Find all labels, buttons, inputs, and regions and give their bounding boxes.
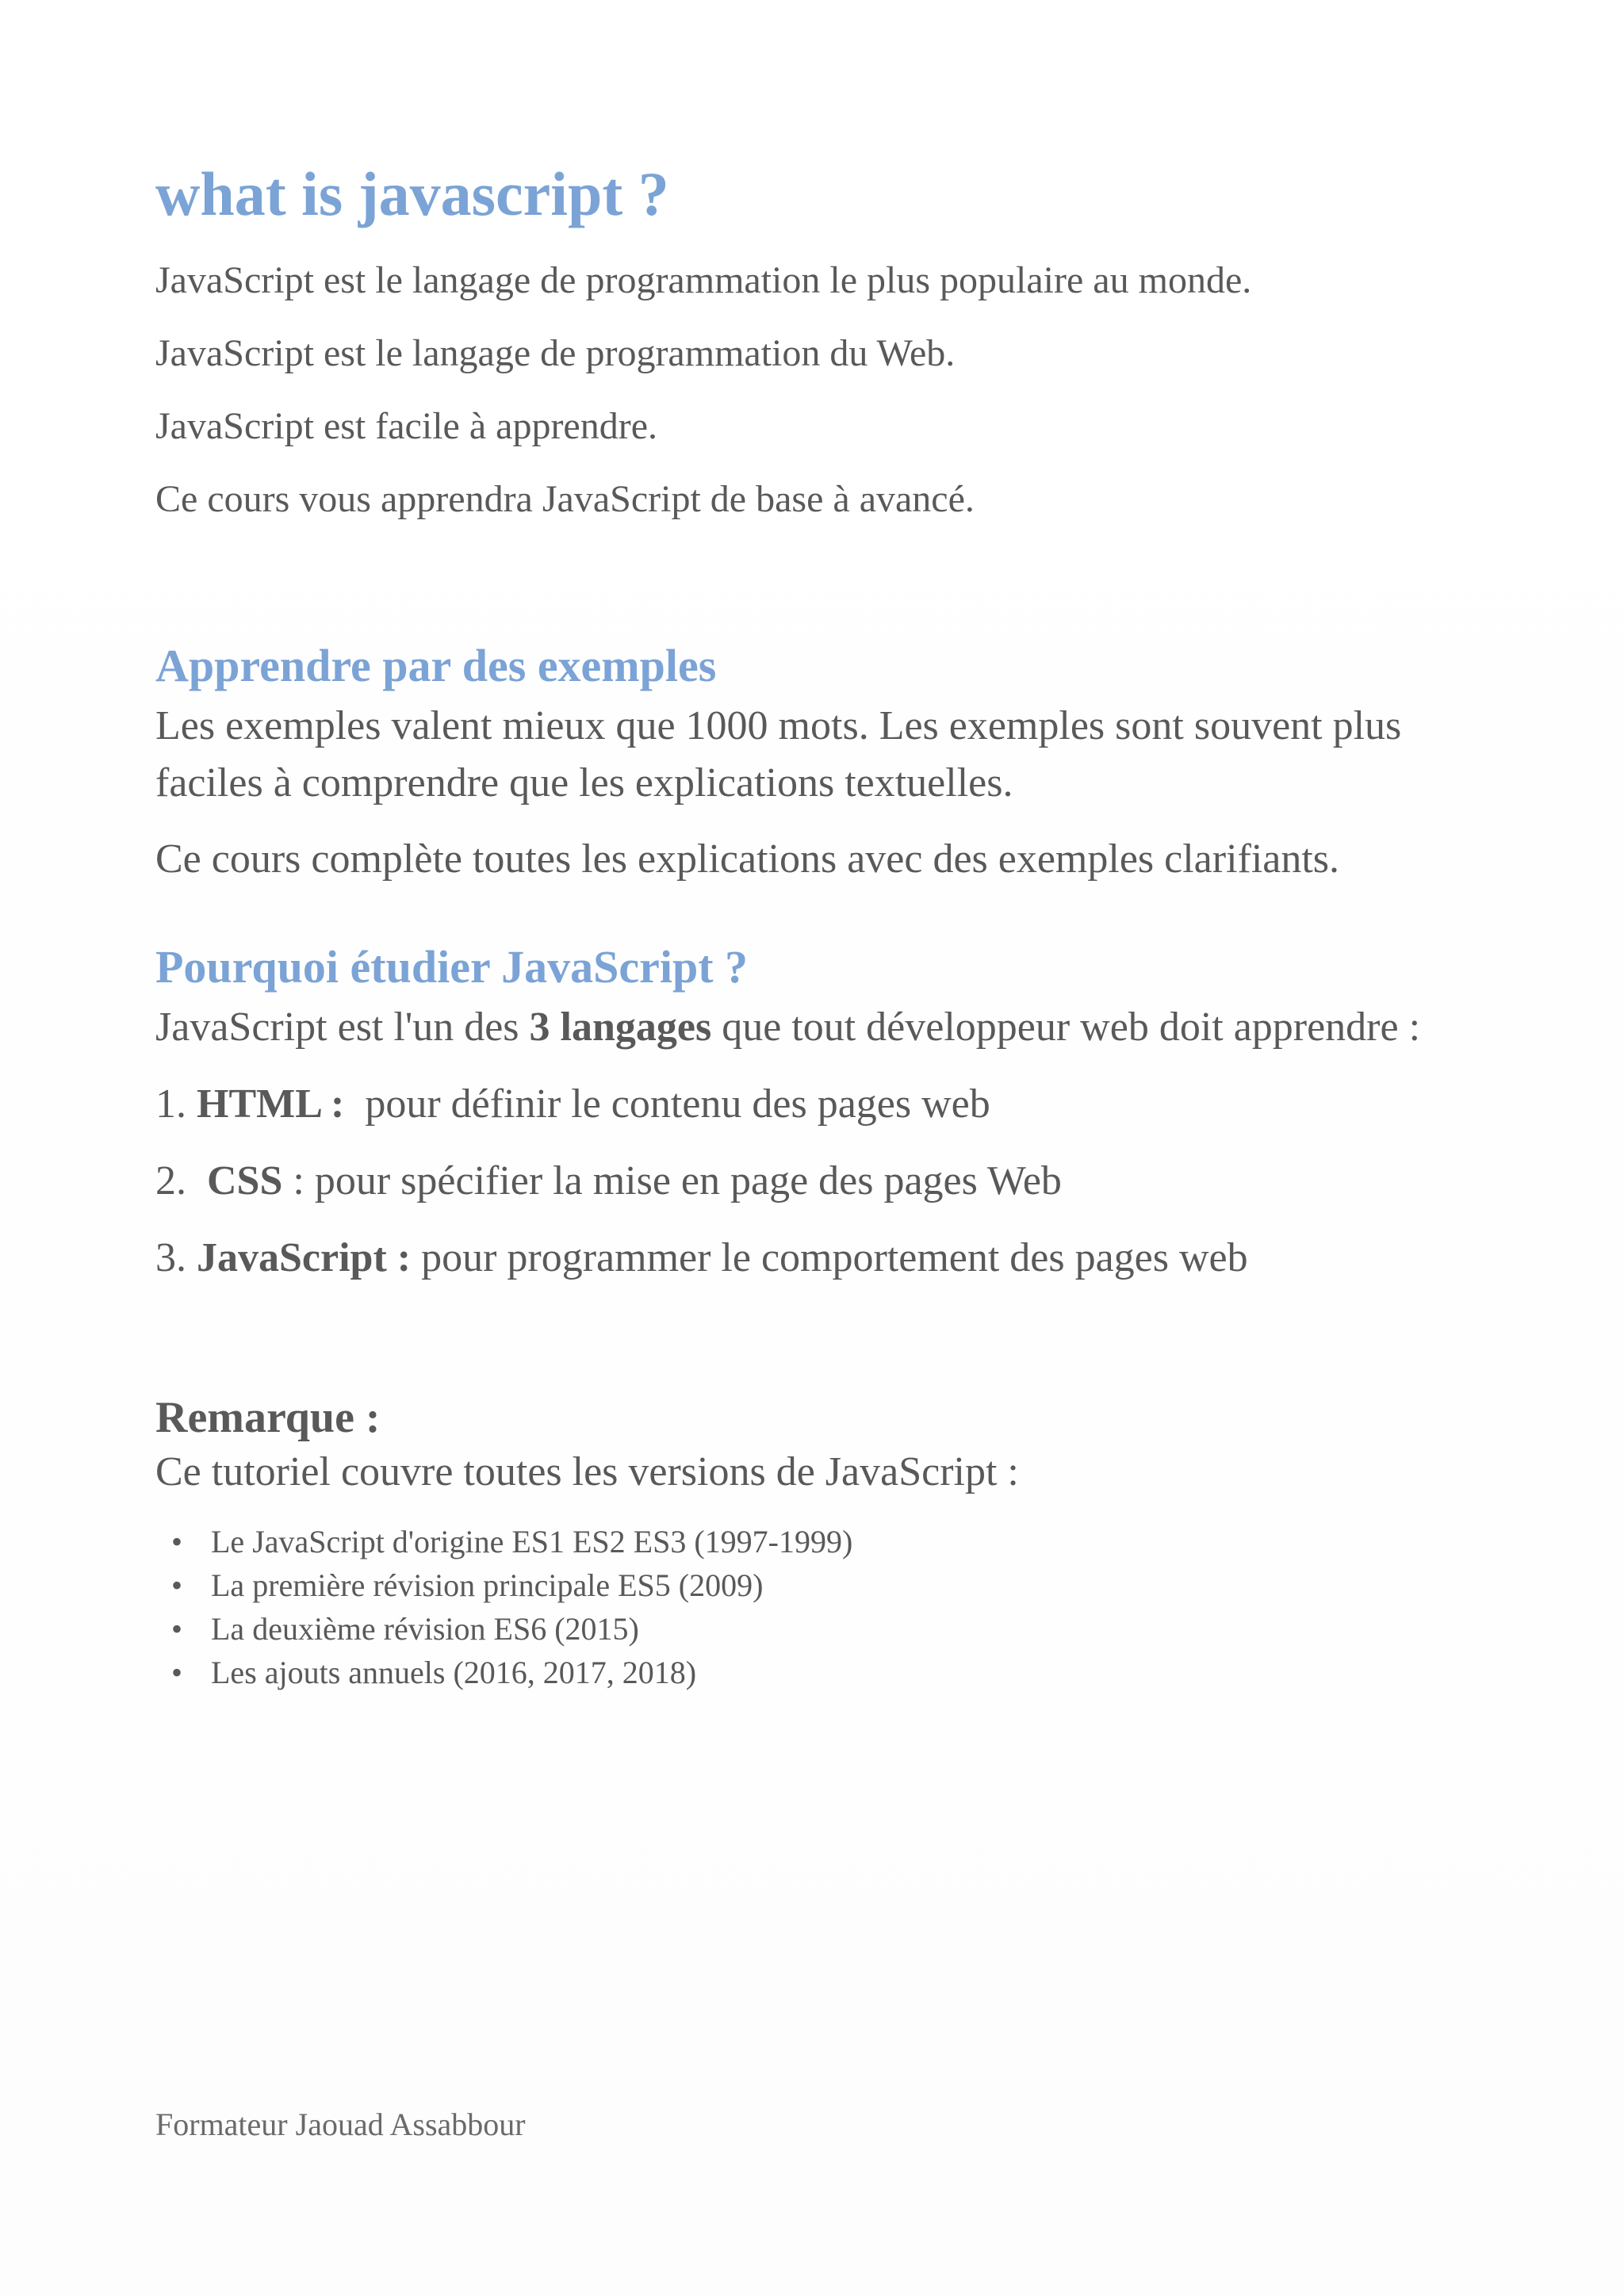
language-description: pour programmer le comportement des pages web: [411, 1235, 1248, 1280]
versions-list: [155, 1520, 1472, 1694]
list-item: [171, 1651, 1472, 1694]
page-footer: Formateur Jaouad Assabbour: [155, 2107, 526, 2142]
language-term: CSS: [207, 1158, 283, 1203]
list-number: 1.: [155, 1081, 186, 1127]
languages-list-item: [155, 1066, 1472, 1142]
section-heading-examples: Apprendre par des exemples: [155, 640, 717, 691]
document-content: [155, 151, 1472, 1694]
language-description: : pour spécifier la mise en page des pages Web: [282, 1158, 1062, 1203]
section-spacer: [155, 1296, 1472, 1391]
intro-line: JavaScript est facile à apprendre.: [155, 405, 658, 447]
version-text: La première révision principale ES5 (2009): [211, 1567, 764, 1603]
language-term: JavaScript :: [197, 1235, 412, 1280]
intro-block: [155, 244, 1472, 536]
section-heading-why: Pourquoi étudier JavaScript ?: [155, 941, 749, 993]
list-number: 3.: [155, 1235, 186, 1280]
bullet-icon: •: [171, 1611, 183, 1647]
why-lead-after: que tout développeur web doit apprendre :: [711, 1004, 1421, 1050]
remark-lead: Ce tutoriel couvre toutes les versions de JavaScript :: [155, 1449, 1019, 1494]
language-description: pour définir le contenu des pages web: [344, 1081, 990, 1127]
intro-line: JavaScript est le langage de programmation du Web.: [155, 332, 956, 374]
why-lead-bold: 3 langages: [529, 1004, 712, 1050]
version-text: Le JavaScript d'origine ES1 ES2 ES3 (1997-1999): [211, 1524, 853, 1559]
languages-list-item: [155, 1219, 1472, 1296]
paragraph-spacer: [155, 812, 1472, 831]
bullet-icon: •: [171, 1524, 183, 1559]
section-spacer: [155, 536, 1472, 634]
list-number: 2.: [155, 1158, 186, 1203]
version-text: Les ajouts annuels (2016, 2017, 2018): [211, 1655, 697, 1690]
intro-line: Ce cours vous apprendra JavaScript de base à avancé.: [155, 478, 975, 520]
bullet-icon: •: [171, 1567, 183, 1603]
version-text: La deuxième révision ES6 (2015): [211, 1611, 639, 1647]
languages-list-item: [155, 1142, 1472, 1219]
why-lead: [155, 999, 1472, 1056]
page-title: what is javascript ?: [155, 159, 669, 228]
intro-line: JavaScript est le langage de programmation le plus populaire au monde.: [155, 259, 1252, 301]
section-spacer: [155, 888, 1472, 936]
languages-list: [155, 1066, 1472, 1296]
bullet-icon: •: [171, 1655, 183, 1690]
list-item: [171, 1520, 1472, 1563]
language-term: HTML :: [197, 1081, 345, 1127]
list-item: [171, 1607, 1472, 1651]
list-item: [171, 1563, 1472, 1607]
examples-paragraph-2: Ce cours complète toutes les explications avec des exemples clarifiants.: [155, 836, 1340, 882]
why-lead-before: JavaScript est l'un des: [155, 1004, 530, 1050]
remark-heading: Remarque :: [155, 1393, 381, 1442]
examples-paragraph-1: Les exemples valent mieux que 1000 mots. Les exemples sont souvent plus faciles à comprendre que les explications textuelles.: [155, 703, 1402, 806]
